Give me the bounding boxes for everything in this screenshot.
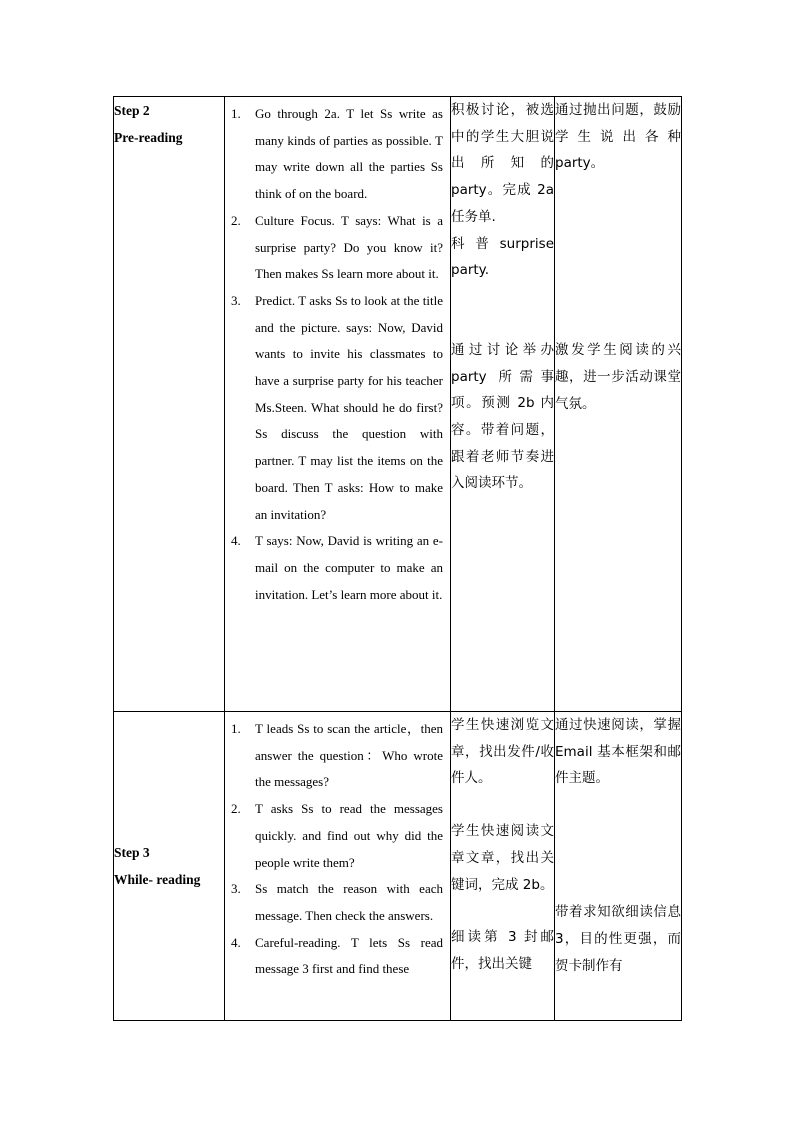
student-activity-cell	[451, 712, 555, 1021]
step-number: Step 3	[114, 845, 150, 860]
purpose-text: 通过抛出问题，鼓励学生说出各种 party。	[555, 102, 681, 172]
step-phase: Pre-reading	[114, 130, 183, 145]
activity-item: 2. Culture Focus. T says: What is a surprise party? Do you know it? Then makes Ss learn more about it.	[231, 212, 443, 282]
student-activity-text: 科 普 surprise party.	[451, 235, 554, 279]
activity-item: 3. Predict. T asks Ss to look at the title and the picture. says: Now, David wants to invite his classmates to have a surprise party for his teacher Ms.Steen. What should he do first? Ss discuss the question with partner. T may list the items on the board. Then T asks: How to make an invitation?	[231, 292, 443, 522]
step-row	[114, 97, 682, 712]
activity-item: 1. T leads Ss to scan the article，then answer the question：Who wrote the messages?	[231, 721, 443, 790]
activities-cell	[225, 712, 451, 1021]
student-activity-text: 学生快速浏览文章，找出发件/收件人。	[451, 717, 554, 787]
purpose-text: 激发学生阅读的兴趣，进一步活动课堂气氛。	[555, 342, 681, 412]
step-cell	[114, 97, 225, 712]
activity-item: 4. Careful-reading. T lets Ss read message 3 first and find these	[231, 934, 443, 977]
step-row	[114, 712, 682, 1021]
student-activity-text: 通过讨论举办 party 所需事项。预测 2b 内容。带着问题，跟着老师节奏进入阅读环节。	[451, 341, 554, 492]
step-cell	[114, 712, 225, 1021]
student-activity-cell	[451, 97, 555, 712]
purpose-text: 带着求知欲细读信息 3，目的性更强，而贺卡制作有	[555, 904, 681, 974]
purpose-cell	[555, 712, 682, 1021]
student-activity-text: 积极讨论，被选中的学生大胆说出所知的 party。完成 2a 任务单.	[451, 102, 554, 225]
activity-item: 3. Ss match the reason with each message. Then check the answers.	[231, 881, 443, 923]
purpose-cell	[555, 97, 682, 712]
purpose-text: 通过快速阅读，掌握 Email 基本框架和邮件主题。	[555, 717, 681, 787]
step-number: Step 2	[114, 103, 150, 118]
student-activity-text: 细读第 3 封邮件，找出关键	[451, 929, 554, 972]
lesson-plan-table	[113, 96, 682, 1021]
activity-item: 4. T says: Now, David is writing an e-mail on the computer to make an invitation. Let’s learn more about it.	[231, 533, 443, 602]
student-activity-text: 学生快速阅读文章文章，找出关键词，完成 2b。	[451, 823, 554, 893]
activity-item: 2. T asks Ss to read the messages quickly. and find out why did the people write them?	[231, 801, 443, 870]
step-phase: While- reading	[114, 872, 201, 887]
activity-item: 1. Go through 2a. T let Ss write as many kinds of parties as possible. T may write down all the parties Ss think of on the board.	[231, 106, 443, 202]
activities-cell	[225, 97, 451, 712]
